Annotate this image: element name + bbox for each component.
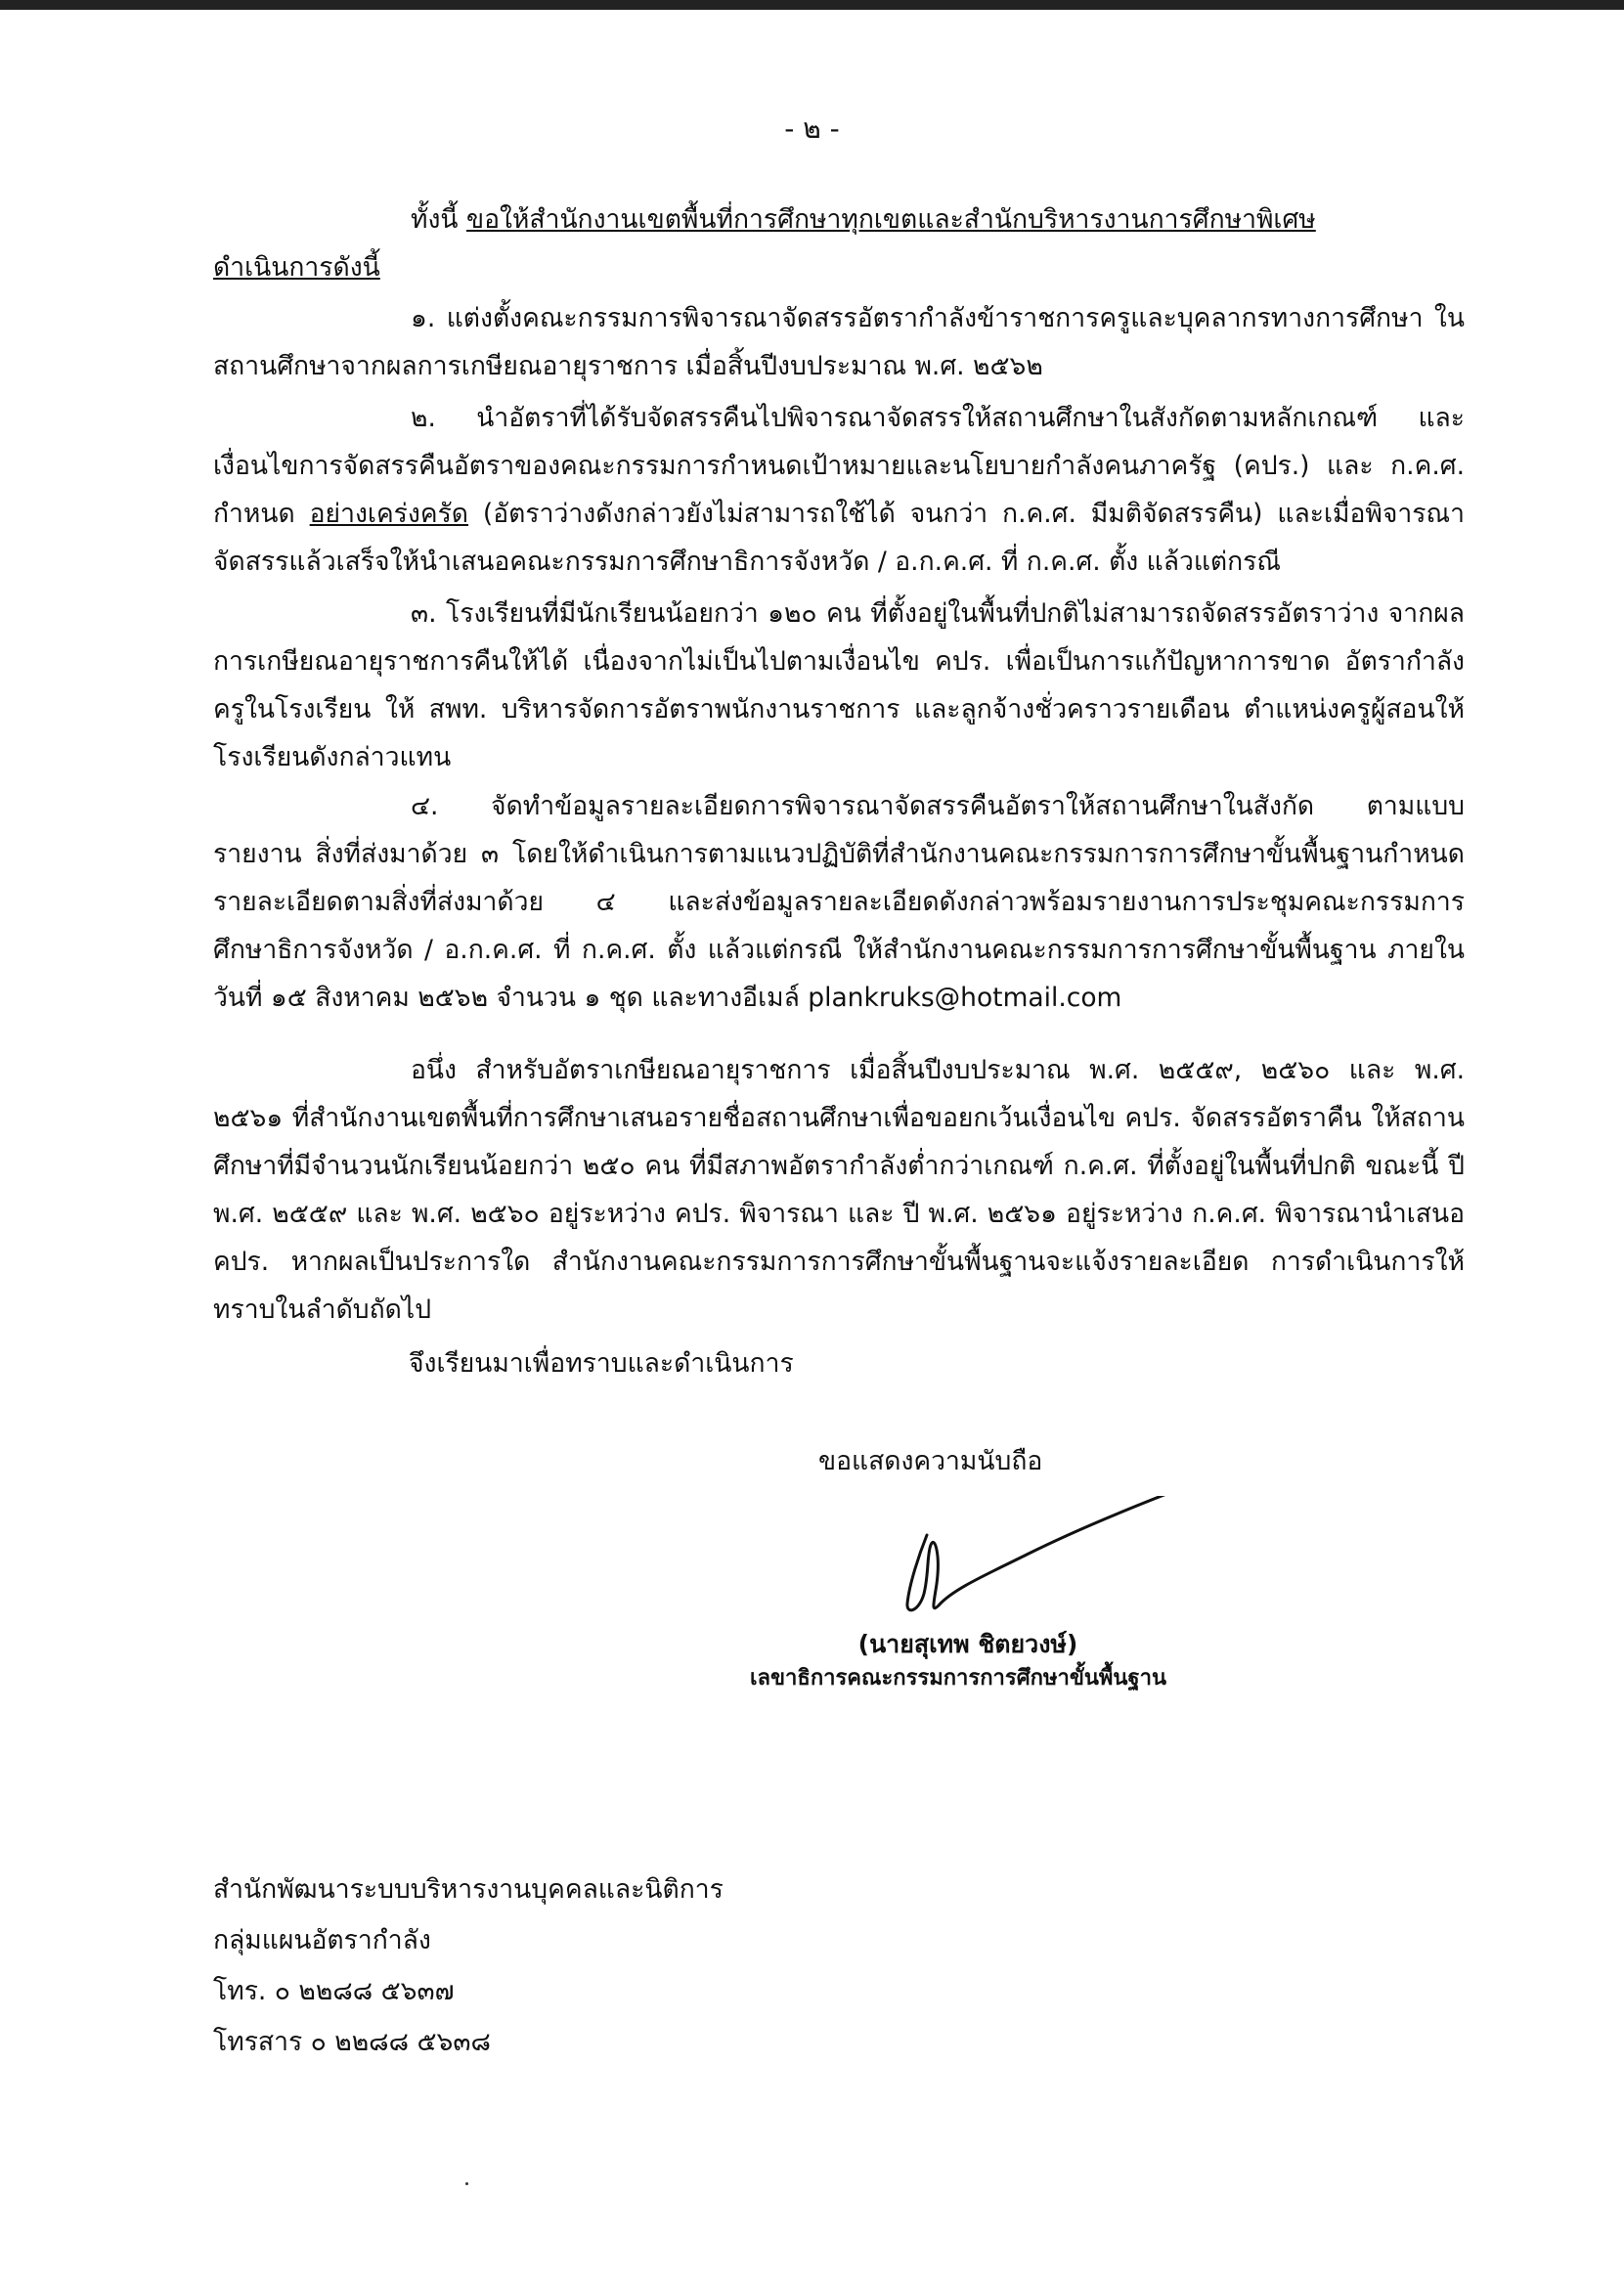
intro-underlined: ขอให้สำนักงานเขตพื้นที่การศึกษาทุกเขตและสำนักบริหารงานการศึกษาพิเศษ	[465, 204, 1316, 235]
item-3-text: ๓. โรงเรียนที่มีนักเรียนน้อยกว่า ๑๒๐ คน ที่ตั้งอยู่ในพื้นที่ปกติไม่สามารถจัดสรรอัตราว่าง จากผลการเกษียณอายุราชการคืนให้ได้ เนื่องจากไม่เป็นไปตามเงื่อนไข คปร. เพื่อเป็นการแก้ปัญหาการขาด อัตรากำลังครูในโรงเรียน ให้ สพท. บริหารจัดการอัตราพนักงานราชการ และลูกจ้างชั่วคราวรายเดือน ตำแหน่งครูผู้สอนให้โรงเรียนดังกล่าวแทน	[213, 598, 1465, 772]
item-4-text: ๔. จัดทำข้อมูลรายละเอียดการพิจารณาจัดสรรคืนอัตราให้สถานศึกษาในสังกัด ตามแบบรายงาน สิ่งที่ส่งมาด้วย ๓ โดยให้ดำเนินการตามแนวปฏิบัติที่สำนักงานคณะกรรมการการศึกษาขั้นพื้นฐานกำหนด รายละเอียดตามสิ่งที่ส่งมาด้วย ๔ และส่งข้อมูลรายละเอียดดังกล่าวพร้อมรายงานการประชุมคณะกรรมการ ศึกษาธิการจังหวัด / อ.ก.ค.ศ. ที่ ก.ค.ศ. ตั้ง แล้วแต่กรณี ให้สำนักงานคณะกรรมการการศึกษาขั้นพื้นฐาน ภายในวันที่ ๑๕ สิงหาคม ๒๕๖๒ จำนวน ๑ ชุด และทางอีเมล์ plankruks@hotmail.com	[213, 791, 1465, 1013]
signature-stroke	[880, 1496, 1251, 1633]
regards-line: ขอแสดงความนับถือ	[818, 1446, 1043, 1476]
item-2	[213, 394, 1465, 586]
scan-speck	[465, 2182, 468, 2185]
signer-title: เลขาธิการคณะกรรมการการศึกษาขั้นพื้นฐาน	[750, 1666, 1166, 1690]
footer-group: กลุ่มแผนอัตรากำลัง	[213, 1925, 431, 1955]
footer-office: สำนักพัฒนาระบบบริหารงานบุคคลและนิติการ	[213, 1874, 724, 1905]
item-2-text-after: (อัตราว่างดังกล่าวยังไม่สามารถใช้ได้ จนกว่า ก.ค.ศ. มีมติจัดสรรคืน) และเมื่อพิจารณาจัดสรรแล้วเสร็จให้นำเสนอคณะกรรมการศึกษาธิการจังหวัด / อ.ก.ค.ศ. ที่ ก.ค.ศ. ตั้ง แล้วแต่กรณี	[213, 499, 1465, 577]
item-4	[213, 782, 1465, 1022]
page-number: - ๒ -	[784, 112, 840, 145]
intro-underlined-line2: ดำเนินการดังนี้	[213, 252, 380, 283]
footer-fax: โทรสาร ๐ ๒๒๘๘ ๕๖๓๘	[213, 2027, 491, 2057]
item-3	[213, 590, 1465, 781]
closing-line: จึงเรียนมาเพื่อทราบและดำเนินการ	[409, 1348, 794, 1379]
handwritten-signature	[880, 1496, 1251, 1637]
item-2-underlined: อย่างเคร่งครัด	[309, 499, 469, 529]
intro-paragraph	[213, 196, 1465, 291]
also-text: อนึ่ง สำหรับอัตราเกษียณอายุราชการ เมื่อสิ้นปีงบประมาณ พ.ศ. ๒๕๕๙, ๒๕๖๐ และ พ.ศ. ๒๕๖๑ ที่สำนักงานเขตพื้นที่การศึกษาเสนอรายชื่อสถานศึกษาเพื่อขอยกเว้นเงื่อนไข คปร. จัดสรรอัตราคืน ให้สถานศึกษาที่มีจำนวนนักเรียนน้อยกว่า ๒๕๐ คน ที่มีสภาพอัตรากำลังต่ำกว่าเกณฑ์ ก.ค.ศ. ที่ตั้งอยู่ในพื้นที่ปกติ ขณะนี้ ปี พ.ศ. ๒๕๕๙ และ พ.ศ. ๒๕๖๐ อยู่ระหว่าง คปร. พิจารณา และ ปี พ.ศ. ๒๕๖๑ อยู่ระหว่าง ก.ค.ศ. พิจารณานำเสนอ คปร. หากผลเป็นประการใด สำนักงานคณะกรรมการการศึกษาขั้นพื้นฐานจะแจ้งรายละเอียด การดำเนินการให้ทราบในลำดับถัดไป	[213, 1055, 1465, 1325]
item-1-text: ๑. แต่งตั้งคณะกรรมการพิจารณาจัดสรรอัตรากำลังข้าราชการครูและบุคลากรทางการศึกษา ในสถานศึกษาจากผลการเกษียณอายุราชการ เมื่อสิ้นปีงบประมาณ พ.ศ. ๒๕๖๒	[213, 303, 1465, 381]
item-2-text-before: ๒. นำอัตราที่ได้รับจัดสรรคืนไปพิจารณาจัดสรรให้สถานศึกษาในสังกัดตามหลักเกณฑ์ และเงื่อนไขการจัดสรรคืนอัตราของคณะกรรมการกำหนดเป้าหมายและนโยบายกำลังคนภาครัฐ (คปร.) และ ก.ค.ศ. กำหนด	[213, 403, 1465, 529]
item-1	[213, 294, 1465, 390]
intro-lead: ทั้งนี้	[411, 204, 466, 235]
signer-name: (นายสุเทพ ชิตยวงษ์)	[857, 1630, 1078, 1658]
scan-top-border	[0, 0, 1624, 10]
footer-tel: โทร. ๐ ๒๒๘๘ ๕๖๓๗	[213, 1976, 455, 2006]
also-paragraph	[213, 1046, 1465, 1334]
